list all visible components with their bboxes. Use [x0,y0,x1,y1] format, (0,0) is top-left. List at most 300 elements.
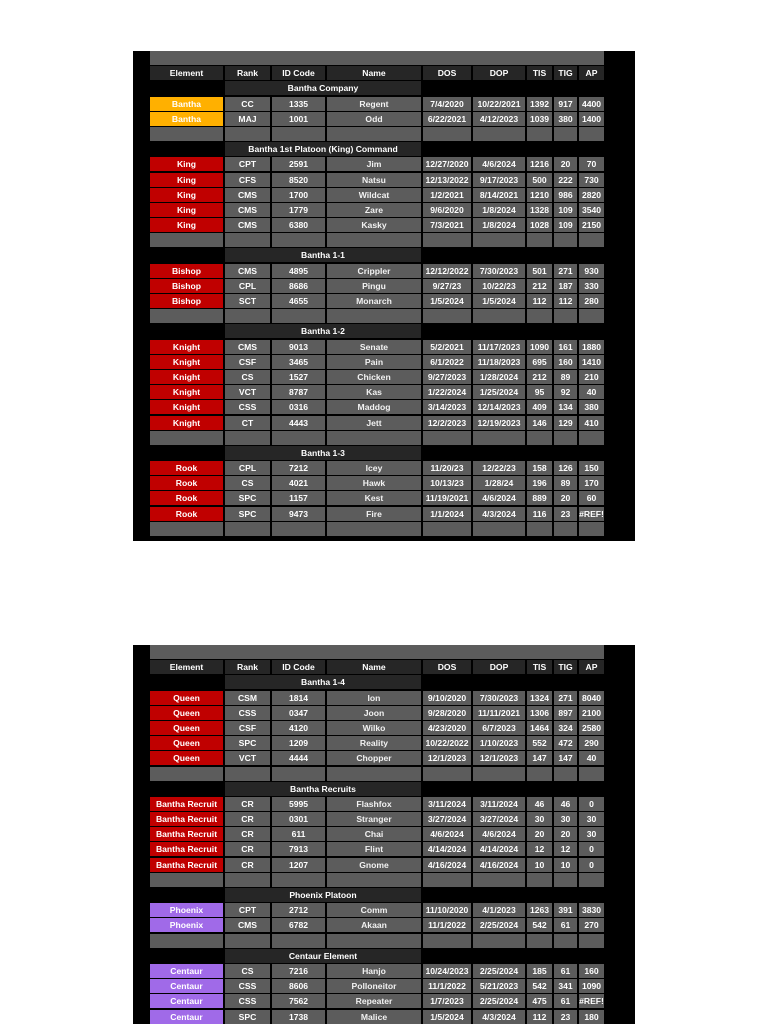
element-cell: Rook [150,507,223,521]
ap-cell: 2100 [579,706,604,720]
dop-cell: 2/25/2024 [473,964,525,978]
section-spacer-cell [150,142,223,156]
section-spacer-cell [473,248,525,262]
header-dop: DOP [473,66,525,80]
element-cell: Bishop [150,279,223,293]
dop-cell: 10/22/23 [473,279,525,293]
empty-cell [579,522,604,536]
tis-cell: 185 [527,964,552,978]
section-spacer-cell [473,888,525,902]
element-cell: King [150,203,223,217]
section-spacer-cell [423,324,471,338]
tig-cell: 61 [554,994,577,1008]
section-title: Bantha Recruits [225,782,421,796]
element-cell: Bantha Recruit [150,842,223,856]
empty-cell [579,934,604,948]
empty-cell [527,873,552,887]
header-dop: DOP [473,660,525,674]
empty-cell [150,767,223,781]
name-cell: Comm [327,903,421,917]
rank-cell: VCT [225,751,270,765]
tis-cell: 95 [527,385,552,399]
dos-cell: 9/28/2020 [423,706,471,720]
empty-cell [225,522,270,536]
empty-cell [272,522,325,536]
dop-cell: 12/19/2023 [473,416,525,430]
dop-cell: 5/21/2023 [473,979,525,993]
empty-cell [327,522,421,536]
tis-cell: 500 [527,173,552,187]
name-cell: Odd [327,112,421,126]
section-spacer-cell [527,446,552,460]
tis-cell: 1028 [527,218,552,232]
empty-cell [473,934,525,948]
empty-cell [272,934,325,948]
name-cell: Malice [327,1010,421,1024]
ap-cell: #REF! [579,508,604,519]
tig-cell: 129 [554,416,577,430]
empty-cell [579,873,604,887]
empty-cell [554,873,577,887]
id-code-cell: 0347 [272,706,325,720]
empty-cell [327,873,421,887]
header-ap: AP [579,660,604,674]
header-tis: TIS [527,66,552,80]
section-spacer-cell [423,949,471,963]
element-cell: Knight [150,400,223,414]
element-cell: Bantha Recruit [150,827,223,841]
rank-cell: CMS [225,264,270,278]
tig-cell: 472 [554,736,577,750]
element-cell: Centaur [150,1010,223,1024]
empty-cell [327,127,421,141]
empty-cell [423,431,471,445]
dop-cell: 4/1/2023 [473,903,525,917]
section-spacer-cell [579,446,604,460]
element-cell: Bantha Recruit [150,858,223,872]
dop-cell: 4/3/2024 [473,1010,525,1024]
rank-cell: CMS [225,203,270,217]
tig-cell: 12 [554,842,577,856]
id-code-cell: 4444 [272,751,325,765]
tis-cell: 1464 [527,721,552,735]
section-spacer-cell [150,324,223,338]
name-cell: Kest [327,491,421,505]
section-title: Bantha Company [225,81,421,95]
dop-cell: 10/22/2021 [473,97,525,111]
empty-cell [554,431,577,445]
tig-cell: 986 [554,188,577,202]
tis-cell: 158 [527,461,552,475]
tig-cell: 109 [554,218,577,232]
tis-cell: 10 [527,858,552,872]
empty-cell [473,873,525,887]
rank-cell: SPC [225,1010,270,1024]
dop-cell: 6/7/2023 [473,721,525,735]
name-cell: Pingu [327,279,421,293]
header-ap: AP [579,66,604,80]
section-spacer-cell [579,81,604,95]
ap-cell: 330 [579,279,604,293]
section-spacer-cell [554,81,577,95]
dop-cell: 4/16/2024 [473,858,525,872]
dop-cell: 4/6/2024 [473,491,525,505]
dos-cell: 12/27/2020 [423,157,471,171]
rank-cell: CSF [225,355,270,369]
dos-cell: 3/27/2024 [423,812,471,826]
ap-cell: 8040 [579,691,604,705]
dop-cell: 1/8/2024 [473,203,525,217]
tis-cell: 212 [527,279,552,293]
empty-cell [225,767,270,781]
ap-cell: 290 [579,736,604,750]
ap-cell: 1090 [579,979,604,993]
element-cell: Bantha Recruit [150,812,223,826]
section-spacer-cell [579,782,604,796]
ap-cell: 180 [579,1010,604,1024]
tis-cell: 112 [527,294,552,308]
empty-cell [527,309,552,323]
dos-cell: 9/27/2023 [423,370,471,384]
tis-cell: 542 [527,918,552,932]
dos-cell: 3/14/2023 [423,400,471,414]
id-code-cell: 8606 [272,979,325,993]
section-title: Bantha 1-4 [225,675,421,689]
section-spacer-cell [554,248,577,262]
tig-cell: 271 [554,264,577,278]
empty-cell [554,127,577,141]
rank-cell: CC [225,97,270,111]
empty-cell [527,934,552,948]
section-spacer-cell [473,782,525,796]
header-tig: TIG [554,660,577,674]
empty-cell [272,233,325,247]
dos-cell: 6/22/2021 [423,112,471,126]
tig-cell: 897 [554,706,577,720]
ap-cell: 160 [579,964,604,978]
section-spacer-cell [527,324,552,338]
dos-cell: 5/2/2021 [423,340,471,354]
tis-cell: 30 [527,812,552,826]
ap-cell: 270 [579,918,604,932]
tig-cell: 89 [554,370,577,384]
empty-cell [225,873,270,887]
tig-cell: 160 [554,355,577,369]
empty-cell [423,934,471,948]
dop-cell: 9/17/2023 [473,173,525,187]
element-cell: Rook [150,491,223,505]
id-code-cell: 1700 [272,188,325,202]
rank-cell: CR [225,842,270,856]
name-cell: Repeater [327,994,421,1008]
dop-cell: 1/28/24 [473,476,525,490]
dos-cell: 11/19/2021 [423,491,471,505]
header-rank: Rank [225,66,270,80]
section-spacer-cell [527,248,552,262]
rank-cell: CPT [225,157,270,171]
name-cell: Crippler [327,264,421,278]
dop-cell: 1/25/2024 [473,385,525,399]
element-cell: Centaur [150,994,223,1008]
dos-cell: 9/6/2020 [423,203,471,217]
tig-cell: 23 [554,507,577,521]
tis-cell: 1210 [527,188,552,202]
rank-cell: CMS [225,918,270,932]
dop-cell: 3/27/2024 [473,812,525,826]
tis-cell: 1216 [527,157,552,171]
empty-cell [150,309,223,323]
name-cell: Natsu [327,173,421,187]
empty-cell [423,233,471,247]
dop-cell: 11/17/2023 [473,340,525,354]
dos-cell: 1/5/2024 [423,294,471,308]
header-dos: DOS [423,660,471,674]
section-spacer-cell [473,142,525,156]
id-code-cell: 7216 [272,964,325,978]
rank-cell: CR [225,797,270,811]
element-cell: Queen [150,691,223,705]
section-title: Bantha 1-1 [225,248,421,262]
dop-cell: 1/8/2024 [473,218,525,232]
empty-cell [150,522,223,536]
empty-cell [327,934,421,948]
empty-cell [272,873,325,887]
empty-cell [423,873,471,887]
tis-cell: 1306 [527,706,552,720]
dop-cell: 12/14/2023 [473,400,525,414]
tig-cell: 46 [554,797,577,811]
id-code-cell: 1779 [272,203,325,217]
element-cell: Bantha [150,112,223,126]
id-code-cell: 0316 [272,400,325,414]
section-spacer-cell [579,675,604,689]
dop-cell: 2/25/2024 [473,994,525,1008]
tig-cell: 161 [554,340,577,354]
tig-cell: 380 [554,112,577,126]
dop-cell: 4/12/2023 [473,112,525,126]
section-spacer-cell [527,888,552,902]
dos-cell: 6/1/2022 [423,355,471,369]
tis-cell: 501 [527,264,552,278]
rank-cell: CS [225,370,270,384]
dos-cell: 7/4/2020 [423,97,471,111]
empty-cell [579,431,604,445]
id-code-cell: 611 [272,827,325,841]
id-code-cell: 0301 [272,812,325,826]
dos-cell: 10/24/2023 [423,964,471,978]
dos-cell: 12/1/2023 [423,751,471,765]
section-spacer-cell [579,888,604,902]
name-cell: Monarch [327,294,421,308]
name-cell: Ion [327,691,421,705]
id-code-cell: 3465 [272,355,325,369]
id-code-cell: 2591 [272,157,325,171]
id-code-cell: 1335 [272,97,325,111]
dop-cell: 11/11/2021 [473,706,525,720]
dos-cell: 10/13/23 [423,476,471,490]
name-cell: Gnome [327,858,421,872]
ap-cell: 2580 [579,721,604,735]
empty-cell [554,522,577,536]
section-spacer-cell [150,446,223,460]
empty-cell [423,127,471,141]
empty-cell [527,431,552,445]
element-cell: Phoenix [150,903,223,917]
tig-cell: 89 [554,476,577,490]
tig-cell: 20 [554,157,577,171]
rank-cell: CR [225,858,270,872]
tis-cell: 1090 [527,340,552,354]
name-cell: Jett [327,416,421,430]
name-cell: Wildcat [327,188,421,202]
id-code-cell: 8787 [272,385,325,399]
ap-cell: 930 [579,264,604,278]
rank-cell: CSF [225,721,270,735]
empty-cell [225,233,270,247]
id-code-cell: 1209 [272,736,325,750]
element-cell: Rook [150,476,223,490]
rank-cell: CFS [225,173,270,187]
ap-cell: 4400 [579,97,604,111]
name-cell: Maddog [327,400,421,414]
empty-cell [554,233,577,247]
dos-cell: 11/20/23 [423,461,471,475]
empty-cell [150,934,223,948]
id-code-cell: 7562 [272,994,325,1008]
ap-cell: 70 [579,157,604,171]
dop-cell: 11/18/2023 [473,355,525,369]
name-cell: Polloneitor [327,979,421,993]
tig-cell: 147 [554,751,577,765]
empty-cell [527,233,552,247]
tig-cell: 61 [554,964,577,978]
tig-cell: 271 [554,691,577,705]
empty-cell [554,309,577,323]
ap-cell: 0 [579,797,604,811]
header-element: Element [150,66,223,80]
rank-cell: CMS [225,218,270,232]
tig-cell: 112 [554,294,577,308]
tis-cell: 1039 [527,112,552,126]
id-code-cell: 1527 [272,370,325,384]
empty-cell [423,767,471,781]
tis-cell: 46 [527,797,552,811]
name-cell: Pain [327,355,421,369]
section-spacer-cell [423,248,471,262]
section-spacer-cell [473,949,525,963]
dop-cell: 12/22/23 [473,461,525,475]
element-cell: King [150,157,223,171]
rank-cell: SPC [225,491,270,505]
header-dos: DOS [423,66,471,80]
tis-cell: 1328 [527,203,552,217]
id-code-cell: 1207 [272,858,325,872]
element-cell: King [150,188,223,202]
empty-cell [527,767,552,781]
dos-cell: 11/1/2022 [423,979,471,993]
name-cell: Regent [327,97,421,111]
name-cell: Fire [327,507,421,521]
name-cell: Reality [327,736,421,750]
element-cell: Rook [150,461,223,475]
empty-cell [225,934,270,948]
dos-cell: 3/11/2024 [423,797,471,811]
empty-cell [327,309,421,323]
ap-cell: 30 [579,827,604,841]
section-spacer-cell [554,446,577,460]
section-spacer-cell [527,949,552,963]
ap-cell: 1410 [579,355,604,369]
tis-cell: 1392 [527,97,552,111]
ap-cell: 0 [579,858,604,872]
id-code-cell: 9013 [272,340,325,354]
tis-cell: 12 [527,842,552,856]
dos-cell: 1/7/2023 [423,994,471,1008]
tis-cell: 196 [527,476,552,490]
empty-cell [423,522,471,536]
element-cell: Knight [150,340,223,354]
empty-cell [579,233,604,247]
header-tis: TIS [527,660,552,674]
tis-cell: 552 [527,736,552,750]
empty-cell [473,767,525,781]
tis-cell: 409 [527,400,552,414]
name-cell: Akaan [327,918,421,932]
dos-cell: 12/2/2023 [423,416,471,430]
section-title: Bantha 1st Platoon (King) Command [225,142,421,156]
element-cell: Phoenix [150,918,223,932]
dop-cell: 3/11/2024 [473,797,525,811]
section-spacer-cell [473,324,525,338]
dos-cell: 9/10/2020 [423,691,471,705]
empty-cell [473,309,525,323]
section-spacer-cell [579,248,604,262]
section-spacer-cell [150,782,223,796]
dos-cell: 9/27/23 [423,279,471,293]
ap-cell: 30 [579,812,604,826]
dop-cell: 4/14/2024 [473,842,525,856]
section-spacer-cell [527,782,552,796]
tig-cell: 324 [554,721,577,735]
tig-cell: 126 [554,461,577,475]
id-code-cell: 9473 [272,507,325,521]
header-rank: Rank [225,660,270,674]
dos-cell: 1/1/2024 [423,507,471,521]
empty-cell [272,767,325,781]
dop-cell: 4/6/2024 [473,157,525,171]
empty-cell [527,127,552,141]
id-code-cell: 6380 [272,218,325,232]
element-cell: Knight [150,370,223,384]
empty-cell [473,431,525,445]
dop-cell: 1/5/2024 [473,294,525,308]
id-code-cell: 4120 [272,721,325,735]
tig-cell: 222 [554,173,577,187]
tig-cell: 20 [554,491,577,505]
empty-cell [579,309,604,323]
dop-cell: 1/10/2023 [473,736,525,750]
header-id-code: ID Code [272,660,325,674]
dos-cell: 7/3/2021 [423,218,471,232]
element-cell: Knight [150,355,223,369]
dos-cell: 4/23/2020 [423,721,471,735]
tis-cell: 116 [527,507,552,521]
ap-cell: 0 [579,842,604,856]
dop-cell: 4/3/2024 [473,507,525,521]
id-code-cell: 5995 [272,797,325,811]
section-spacer-cell [423,142,471,156]
dos-cell: 1/22/2024 [423,385,471,399]
